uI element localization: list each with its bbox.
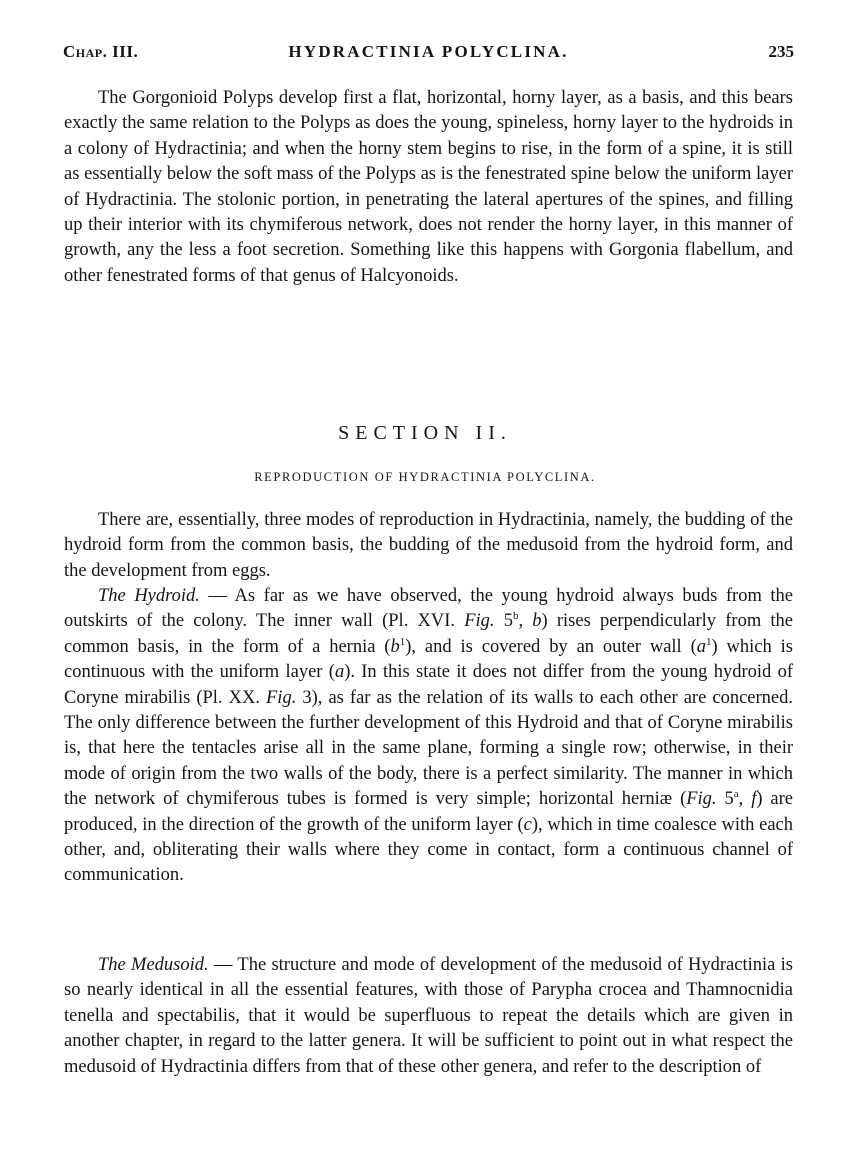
paragraph-medusoid: The Medusoid. — The structure and mode of development of the medusoid of Hydractinia is so nearly identical in all the essential features, with those of Parypha crocea and Thamnocnidia tenella and spectabilis, that it would be superfluous to repeat the details which are given in another chapter, in regard to the latter genera. It will be sufficient to point out in what respect the medusoid of Hydractinia differs from that of these other genera, and refer to the description of	[64, 955, 793, 1077]
paragraph-lead-hydroid: The Hydroid.	[98, 586, 200, 606]
paragraph-hydroid: The Hydroid. — As far as we have observed, the young hydroid always buds from the outskirts of the colony. The inner wall (Pl. XVI. Fig. 5$^b$, b) rises perpendicularly from the common basis, in the form of a hernia $(b^1)$, and is covered by an outer wall $(a^1)$ which is continuous with the uniform layer (a). In this state it does not differ from the young hydroid of Coryne mirabilis (Pl. XX. Fig. 3), as far as the relation of its walls to each other are concerned. The only difference between the further development of this Hydroid and that of Coryne mirabilis is, that here the tentacles arise all in the same plane, forming a single row; otherwise, in their mode of origin from the two walls of the body, there is a perfect similarity. The manner in which the network of chymiferous tubes is formed is very simple; horizontal herniæ (Fig. 5$^a$, f) are produced, in the direction of the growth of the uniform layer (c), which in time coalesce with each other, and, obliterating their walls where they come in contact, form a continuous channel of communication.	[64, 586, 794, 886]
running-header	[63, 42, 794, 68]
chapter-label: Chap. III.	[63, 42, 139, 61]
paragraph-reproduction-modes: There are, essentially, three modes of reproduction in Hydractinia, namely, the budding of the hydroid form from the common basis, the budding of the medusoid from the hydroid form, and the development from eggs.	[64, 510, 793, 581]
section-heading: SECTION II.	[338, 422, 512, 444]
paragraph-lead-medusoid: The Medusoid.	[98, 955, 209, 975]
paragraph-gorgonioid: The Gorgonioid Polyps develop first a flat, horizontal, horny layer, as a basis, and this bears exactly the same relation to the Polyps as does the young, spineless, horny layer to the hydroids in a colony of Hydractinia; and when the horny stem begins to rise, in the form of a spine, it is still as essentially below the soft mass of the Polyps as is the fenestrated spine below the uniform layer of Hydractinia. The stolonic portion, in penetrating the lateral apertures of the spines, and filling up their interior with its chymiferous network, does not render the horny layer, in this manner of growth, any the less a foot secretion. Something like this happens with Gorgonia flabellum, and other fenestrated forms of that genus of Halcyonoids.	[64, 88, 793, 286]
section-subheading: REPRODUCTION OF HYDRACTINIA POLYCLINA.	[254, 470, 596, 484]
running-title: HYDRACTINIA POLYCLINA.	[288, 42, 569, 61]
page-number: 235	[768, 42, 794, 61]
